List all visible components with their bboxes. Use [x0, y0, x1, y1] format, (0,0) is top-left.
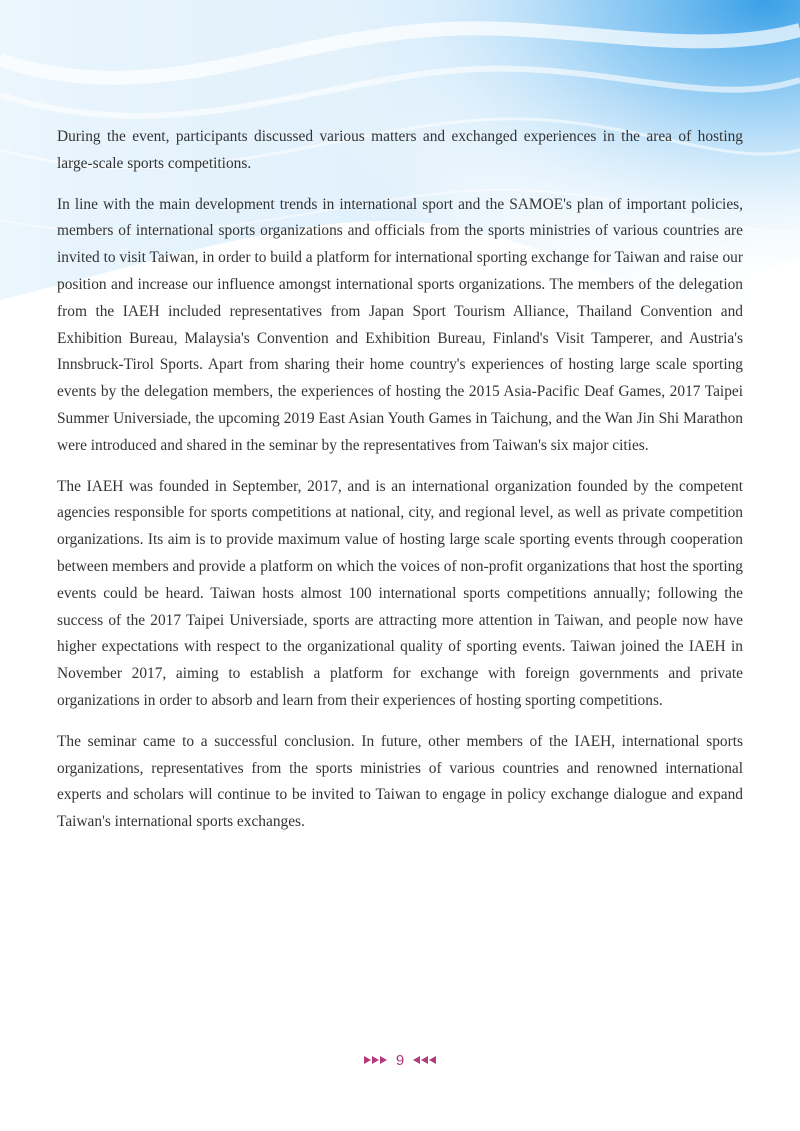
triple-arrow-right-icon — [364, 1056, 387, 1064]
page-footer — [0, 1050, 800, 1070]
article-body — [57, 124, 743, 850]
paragraph: In line with the main development trends in international sport and the SAMOE's plan of important policies, members of international sports organizations and officials from the sports ministries of various countries are invited to visit Taiwan, in order to build a platform for international sporting exchange for Taiwan and raise our position and increase our influence amongst international sports organizations. The members of the delegation from the IAEH included representatives from Japan Sport Tourism Alliance, Thailand Convention and Exhibition Bureau, Malaysia's Convention and Exhibition Bureau, Finland's Visit Tamperer, and Austria's Innsbruck-Tirol Sports. Apart from sharing their home country's experiences of hosting large scale sporting events by the delegation members, the experiences of hosting the 2015 Asia-Pacific Deaf Games, 2017 Taipei Summer Universiade, the upcoming 2019 East Asian Youth Games in Taichung, and the Wan Jin Shi Marathon were introduced and shared in the seminar by the representatives from Taiwan's six major cities. — [57, 195, 743, 454]
paragraph: During the event, participants discussed various matters and exchanged experiences in the area of hosting large-scale sports competitions. — [57, 128, 743, 172]
paragraph: The seminar came to a successful conclusion. In future, other members of the IAEH, international sports organizations, representatives from the sports ministries of various countries and renowned international experts and scholars will continue to be invited to Taiwan to engage in policy exchange dialogue and expand Taiwan's international sports exchanges. — [57, 732, 743, 831]
paragraph: The IAEH was founded in September, 2017, and is an international organization founded by the competent agencies responsible for sports competitions at national, city, and regional level, as well as private competition organizations. Its aim is to provide maximum value of hosting large scale sporting events through cooperation between members and provide a platform on which the voices of non-profit organizations that host the sporting events could be heard. Taiwan hosts almost 100 international sports competitions annually; following the success of the 2017 Taipei Universiade, sports are attracting more attention in Taiwan, and people now have higher expectations with respect to the organizational quality of sporting events. Taiwan joined the IAEH in November 2017, aiming to establish a platform for exchange with foreign governments and private organizations in order to absorb and learn from their experiences of hosting sporting competitions. — [57, 477, 743, 709]
page-number: 9 — [395, 1051, 405, 1069]
triple-arrow-left-icon — [413, 1056, 436, 1064]
